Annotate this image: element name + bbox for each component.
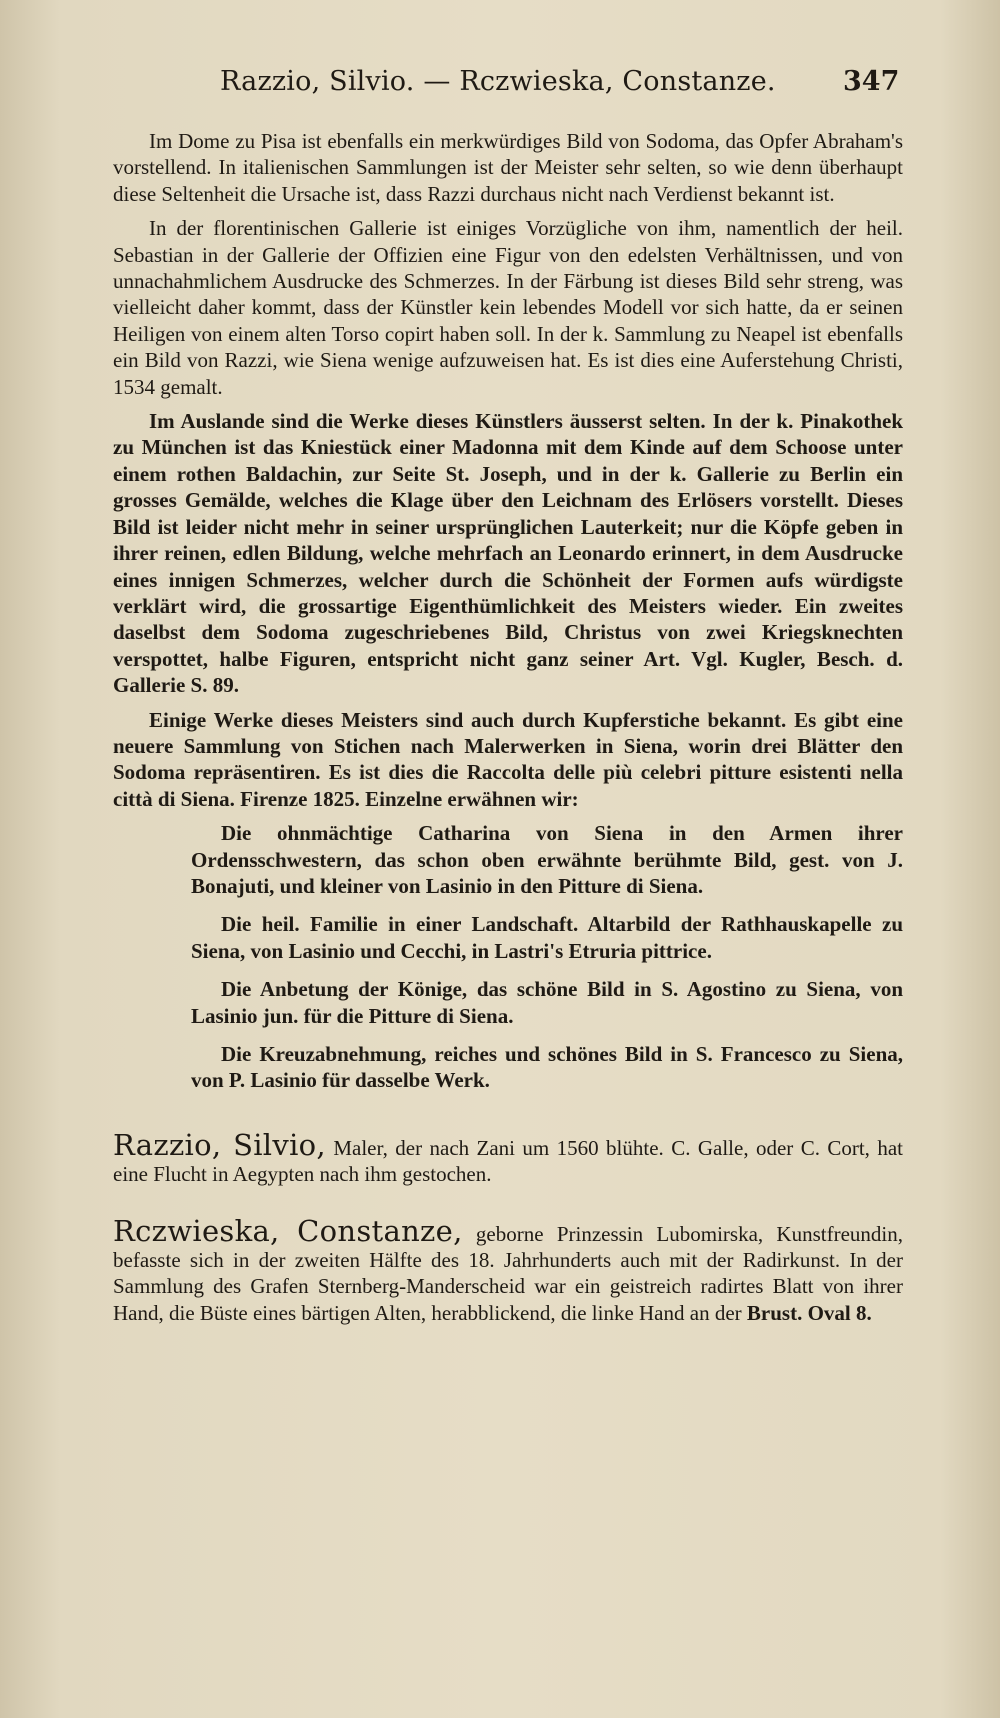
engraving-list — [113, 820, 903, 1094]
paragraph: Im Dome zu Pisa ist ebenfalls ein merkwürdiges Bild von Sodoma, das Opfer Abraham's vorstellend. In italienischen Sammlungen ist der Meister sehr selten, so wie denn überhaupt diese Seltenheit die Ursache ist, dass Razzi durchaus nicht nach Verdienst bekannt ist. — [113, 129, 903, 206]
page-number: 347 — [843, 66, 900, 97]
engraving-item: Die Anbetung der Könige, das schöne Bild in S. Agostino zu Siena, von Lasinio jun. für die Pitture di Siena. — [191, 977, 903, 1028]
page-body — [113, 128, 903, 1326]
lexicon-entry-razzio — [113, 1127, 903, 1188]
lexicon-entry-rczwieska — [113, 1213, 903, 1327]
engraving-item: Die Kreuzabnehmung, reiches und schönes Bild in S. Francesco zu Siena, von P. Lasinio für dasselbe Werk. — [191, 1042, 903, 1093]
entry-headword: Rczwieska, Constanze, — [113, 1213, 463, 1248]
entry-definition: geborne Prinzessin Lubomirska, Kunstfreundin, befasste sich in der zweiten Hälfte des 18. Jahrhunderts auch mit der Radirkunst. In der Sammlung des Grafen Sternberg-Manderscheid war ein geistreich radirtes Blatt von ihrer Hand, die Büste eines bärtigen Alten, herabblickend, die linke Hand an der — [113, 1221, 903, 1325]
entry-headword: Razzio, Silvio, — [113, 1127, 326, 1162]
running-title: Razzio, Silvio. — Rczwieska, Constanze. — [220, 66, 776, 97]
entry-definition: Maler, der nach Zani um 1560 blühte. C. Galle, oder C. Cort, hat eine Flucht in Aegypten nach ihm gestochen. — [113, 1135, 903, 1187]
engraving-item: Die heil. Familie in einer Landschaft. Altarbild der Rathhauskapelle zu Siena, von Lasinio und Cecchi, in Lastri's Etruria pittrice. — [191, 912, 903, 963]
paragraph: Im Auslande sind die Werke dieses Künstlers äusserst selten. In der k. Pinakothek zu München ist das Kniestück einer Madonna mit dem Kinde auf dem Schoose unter einem rothen Baldachin, zur Seite St. Joseph, und in der k. Gallerie zu Berlin ein grosses Gemälde, welches die Klage über den Leichnam des Erlösers vorstellt. Dieses Bild ist leider nicht mehr in seiner ursprünglichen Lauterkeit; nur die Köpfe geben in ihrer reinen, edlen Bildung, welche mehrfach an Leonardo erinnert, in dem Ausdrucke eines innigen Schmerzes, welcher durch die Schönheit der Formen aufs würdigste verklärt wird, die grossartige Eigenthümlichkeit des Meisters wieder. Ein zweites daselbst dem Sodoma zugeschriebenes Bild, Christus von zwei Kriegsknechten verspottet, halbe Figuren, entspricht nicht ganz seiner Art. Vgl. Kugler, Besch. d. Gallerie S. 89. — [113, 409, 903, 698]
engraving-item: Die ohnmächtige Catharina von Siena in den Armen ihrer Ordensschwestern, das schon oben erwähnte berühmte Bild, gest. von J. Bonajuti, und kleiner von Lasinio in den Pitture di Siena. — [191, 821, 903, 898]
page-header — [0, 66, 1000, 110]
entry-definition-end: Brust. Oval 8. — [746, 1300, 872, 1325]
paragraph: In der florentinischen Gallerie ist einiges Vorzügliche von ihm, namentlich der heil. Sebastian in der Gallerie der Offizien eine Figur von den edelsten Verhältnissen, und von unnachahmlichem Ausdrucke des Schmerzes. In der Färbung ist dieses Bild sehr streng, was vielleicht daher kommt, dass der Künstler kein lebendes Modell vor sich hatte, da er seinen Heiligen von einem alten Torso copirt haben soll. In der k. Sammlung zu Neapel ist ebenfalls ein Bild von Razzi, wie Siena wenige aufzuweisen hat. Es ist dies eine Auferstehung Christi, 1534 gemalt. — [113, 216, 903, 399]
paragraph: Einige Werke dieses Meisters sind auch durch Kupferstiche bekannt. Es gibt eine neuere Sammlung von Stichen nach Malerwerken in Siena, worin drei Blätter den Sodoma repräsentiren. Es ist dies die Raccolta delle più celebri pitture esistenti nella città di Siena. Firenze 1825. Einzelne erwähnen wir: — [113, 707, 903, 811]
